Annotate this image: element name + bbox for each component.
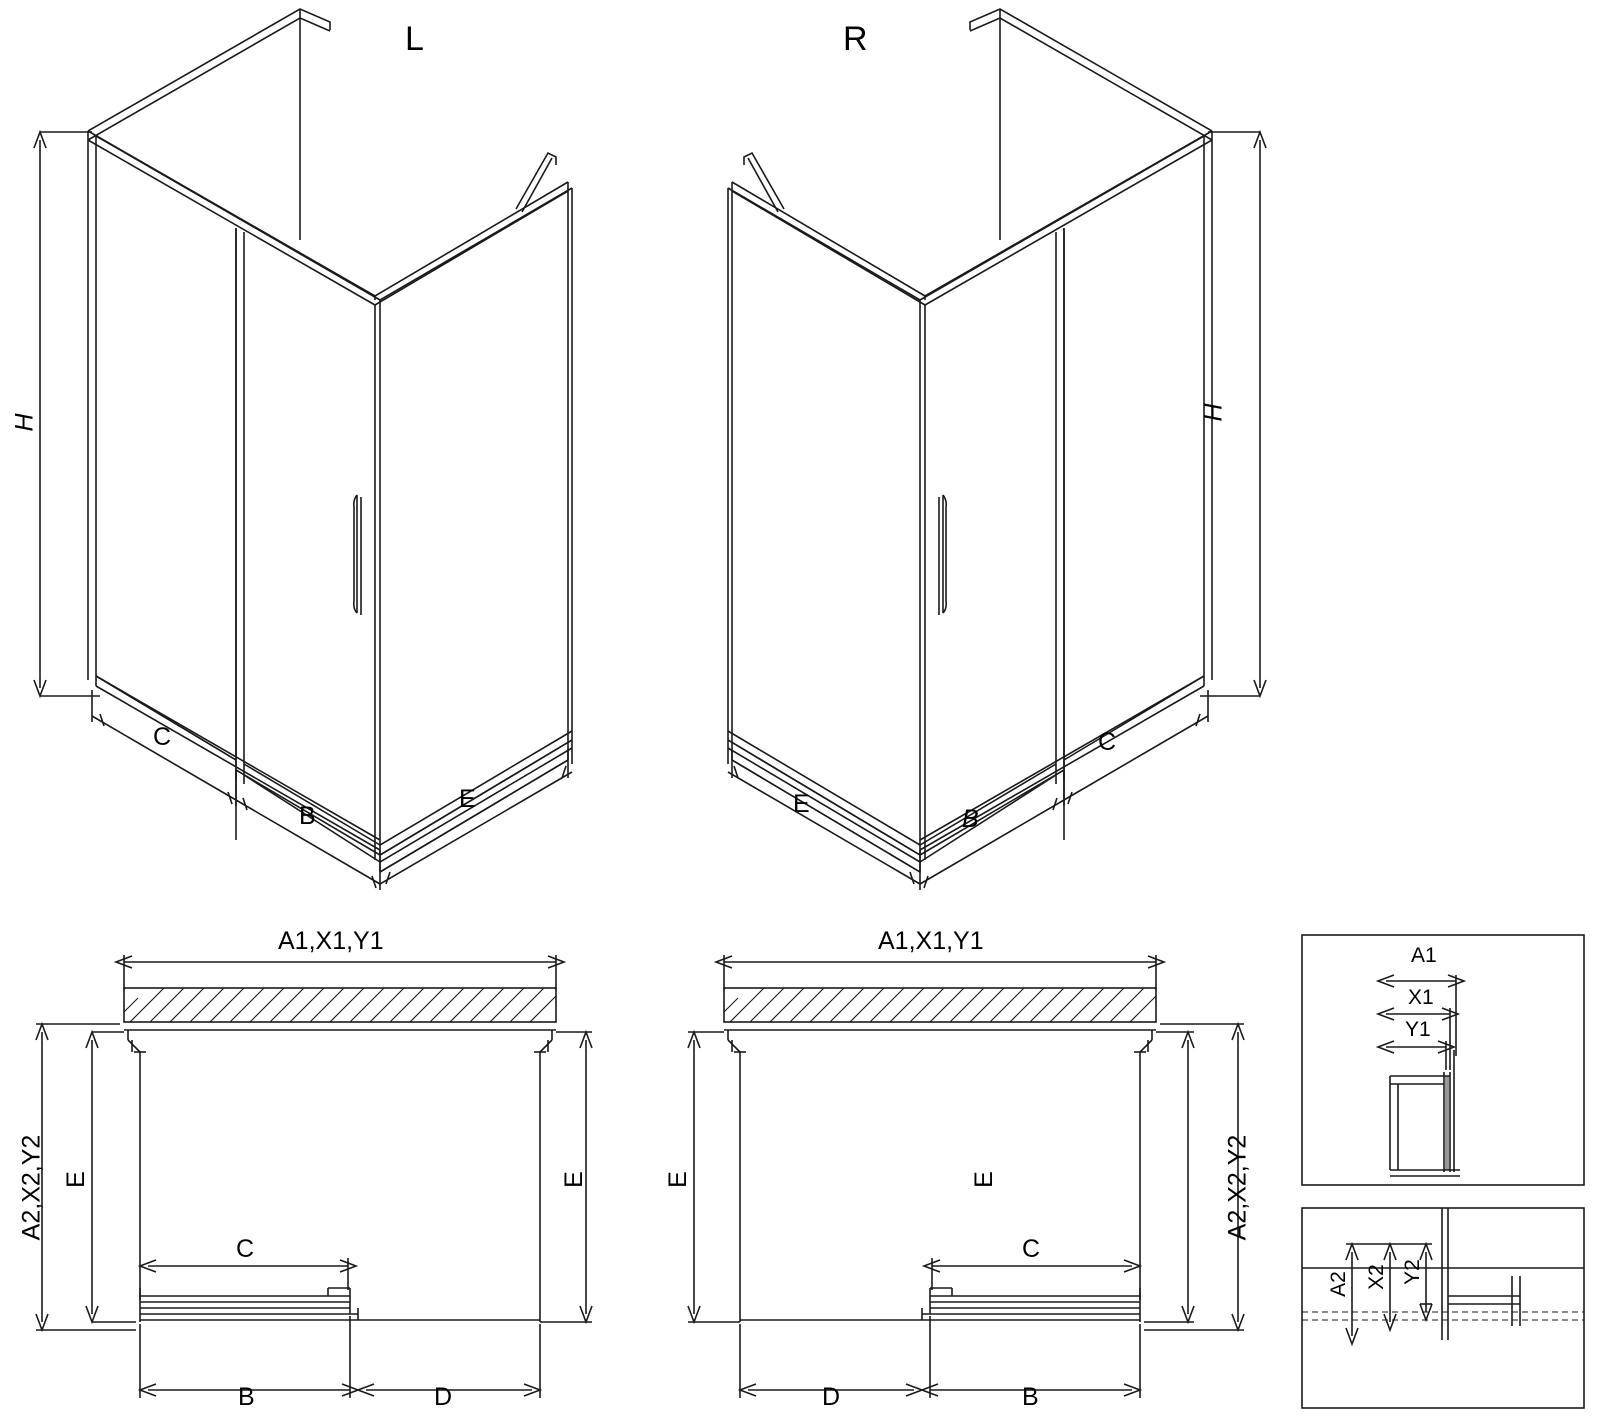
iso-left-dim-label-E: E bbox=[459, 785, 476, 813]
iso-right-dim-label-C: C bbox=[1098, 728, 1117, 756]
iso-left-dim-label-B: B bbox=[299, 802, 316, 830]
iso-right-handle bbox=[939, 495, 946, 615]
plan-right-dim-label-E-inner: E bbox=[969, 1171, 998, 1188]
plan-left-dim-label-B: B bbox=[238, 1383, 255, 1411]
iso-left-dim-label-C: C bbox=[153, 723, 172, 751]
detail-bottom-dim-label-A2: A2 bbox=[1326, 1271, 1350, 1297]
plan-right-dim-label-C: C bbox=[1022, 1235, 1041, 1263]
plan-left-dim-label-C: C bbox=[236, 1235, 255, 1263]
iso-right-glass bbox=[728, 228, 1204, 872]
plan-left-dim-label-A1X1Y1: A1,X1,Y1 bbox=[278, 927, 384, 955]
iso-right-dim-label-B: B bbox=[962, 805, 979, 833]
detail-top-box bbox=[1302, 935, 1584, 1185]
plan-right-dim-label-A1X1Y1: A1,X1,Y1 bbox=[878, 927, 984, 955]
detail-bottom-dim-label-X2: X2 bbox=[1364, 1264, 1388, 1290]
iso-right-dim-label-E: E bbox=[793, 790, 810, 818]
plan-right-dim-label-E-left: E bbox=[663, 1171, 692, 1188]
iso-left-handle bbox=[354, 495, 361, 615]
iso-left-dim-label-H: H bbox=[10, 413, 39, 432]
plan-right-dim-label-B: B bbox=[1022, 1383, 1039, 1411]
detail-bottom-box bbox=[1302, 1208, 1584, 1408]
iso-right-top-rails bbox=[728, 9, 1212, 860]
plan-left-dim-label-D: D bbox=[434, 1383, 453, 1411]
plan-right-dim-label-D: D bbox=[822, 1383, 841, 1411]
iso-right-variant-label: R bbox=[843, 20, 868, 58]
iso-right-dim-label-H: H bbox=[1199, 403, 1228, 422]
detail-top-dim-label-X1: X1 bbox=[1408, 986, 1434, 1009]
iso-left-dim-H bbox=[34, 132, 100, 696]
iso-left-variant-label: L bbox=[405, 20, 424, 58]
plan-left-dim-label-E-right: E bbox=[559, 1171, 588, 1188]
plan-right bbox=[688, 955, 1244, 1398]
plan-left bbox=[36, 955, 592, 1398]
plan-left-dim-label-E-inner: E bbox=[61, 1171, 90, 1188]
detail-top-dim-label-Y1: Y1 bbox=[1405, 1018, 1431, 1041]
plan-left-dim-label-A2X2Y2: A2,X2,Y2 bbox=[17, 1134, 46, 1241]
detail-top-dim-label-A1: A1 bbox=[1411, 944, 1437, 967]
detail-bottom-dim-label-Y2: Y2 bbox=[1400, 1259, 1424, 1285]
plan-right-dim-label-A2X2Y2: A2,X2,Y2 bbox=[1223, 1134, 1252, 1241]
iso-left-glass bbox=[96, 228, 572, 872]
